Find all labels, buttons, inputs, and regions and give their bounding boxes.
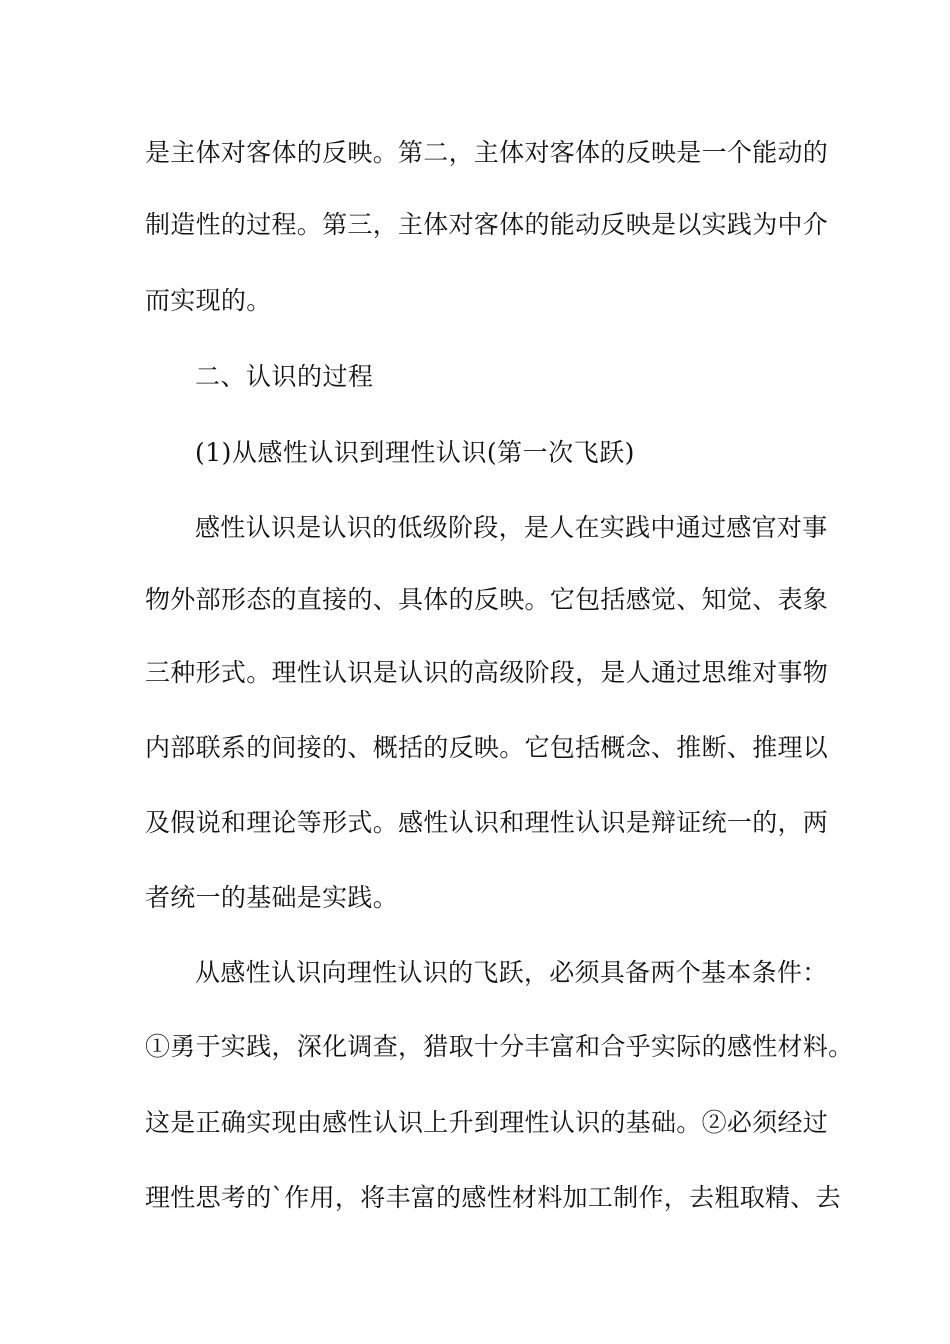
paragraph-line-14: 这是正确实现由感性认识上升到理性认识的基础。②必须经过 [145,1108,829,1137]
paragraph-line-13: ①勇于实践，深化调查，猎取十分丰富和合乎实际的感性材料。 [145,1032,854,1061]
paragraph-line-6: 感性认识是认识的低级阶段，是人在实践中通过感官对事 [195,513,828,542]
paragraph-line-15: 理性思考的`作用，将丰富的感性材料加工制作，去粗取精、去 [145,1183,841,1212]
paragraph-line-9: 内部联系的间接的、概括的反映。它包括概念、推断、推理以 [145,733,829,762]
section-heading: 二、认识的过程 [195,362,374,391]
paragraph-line-3: 而实现的。 [145,286,272,315]
paragraph-line-10: 及假说和理论等形式。感性认识和理性认识是辩证统一的，两 [145,808,829,837]
paragraph-line-12: 从感性认识向理性认识的飞跃，必须具备两个基本条件： [195,958,828,987]
paragraph-line-1: 是主体对客体的反映。第二，主体对客体的反映是一个能动的 [145,138,829,167]
subsection-heading: (1)从感性认识到理性认识(第一次飞跃) [195,438,635,467]
paragraph-line-7: 物外部形态的直接的、具体的反映。它包括感觉、知觉、表象 [145,585,829,614]
paragraph-line-11: 者统一的基础是实践。 [145,883,399,912]
paragraph-line-8: 三种形式。理性认识是认识的高级阶段，是人通过思维对事物 [145,658,829,687]
paragraph-line-2: 制造性的过程。第三，主体对客体的能动反映是以实践为中介 [145,210,829,239]
